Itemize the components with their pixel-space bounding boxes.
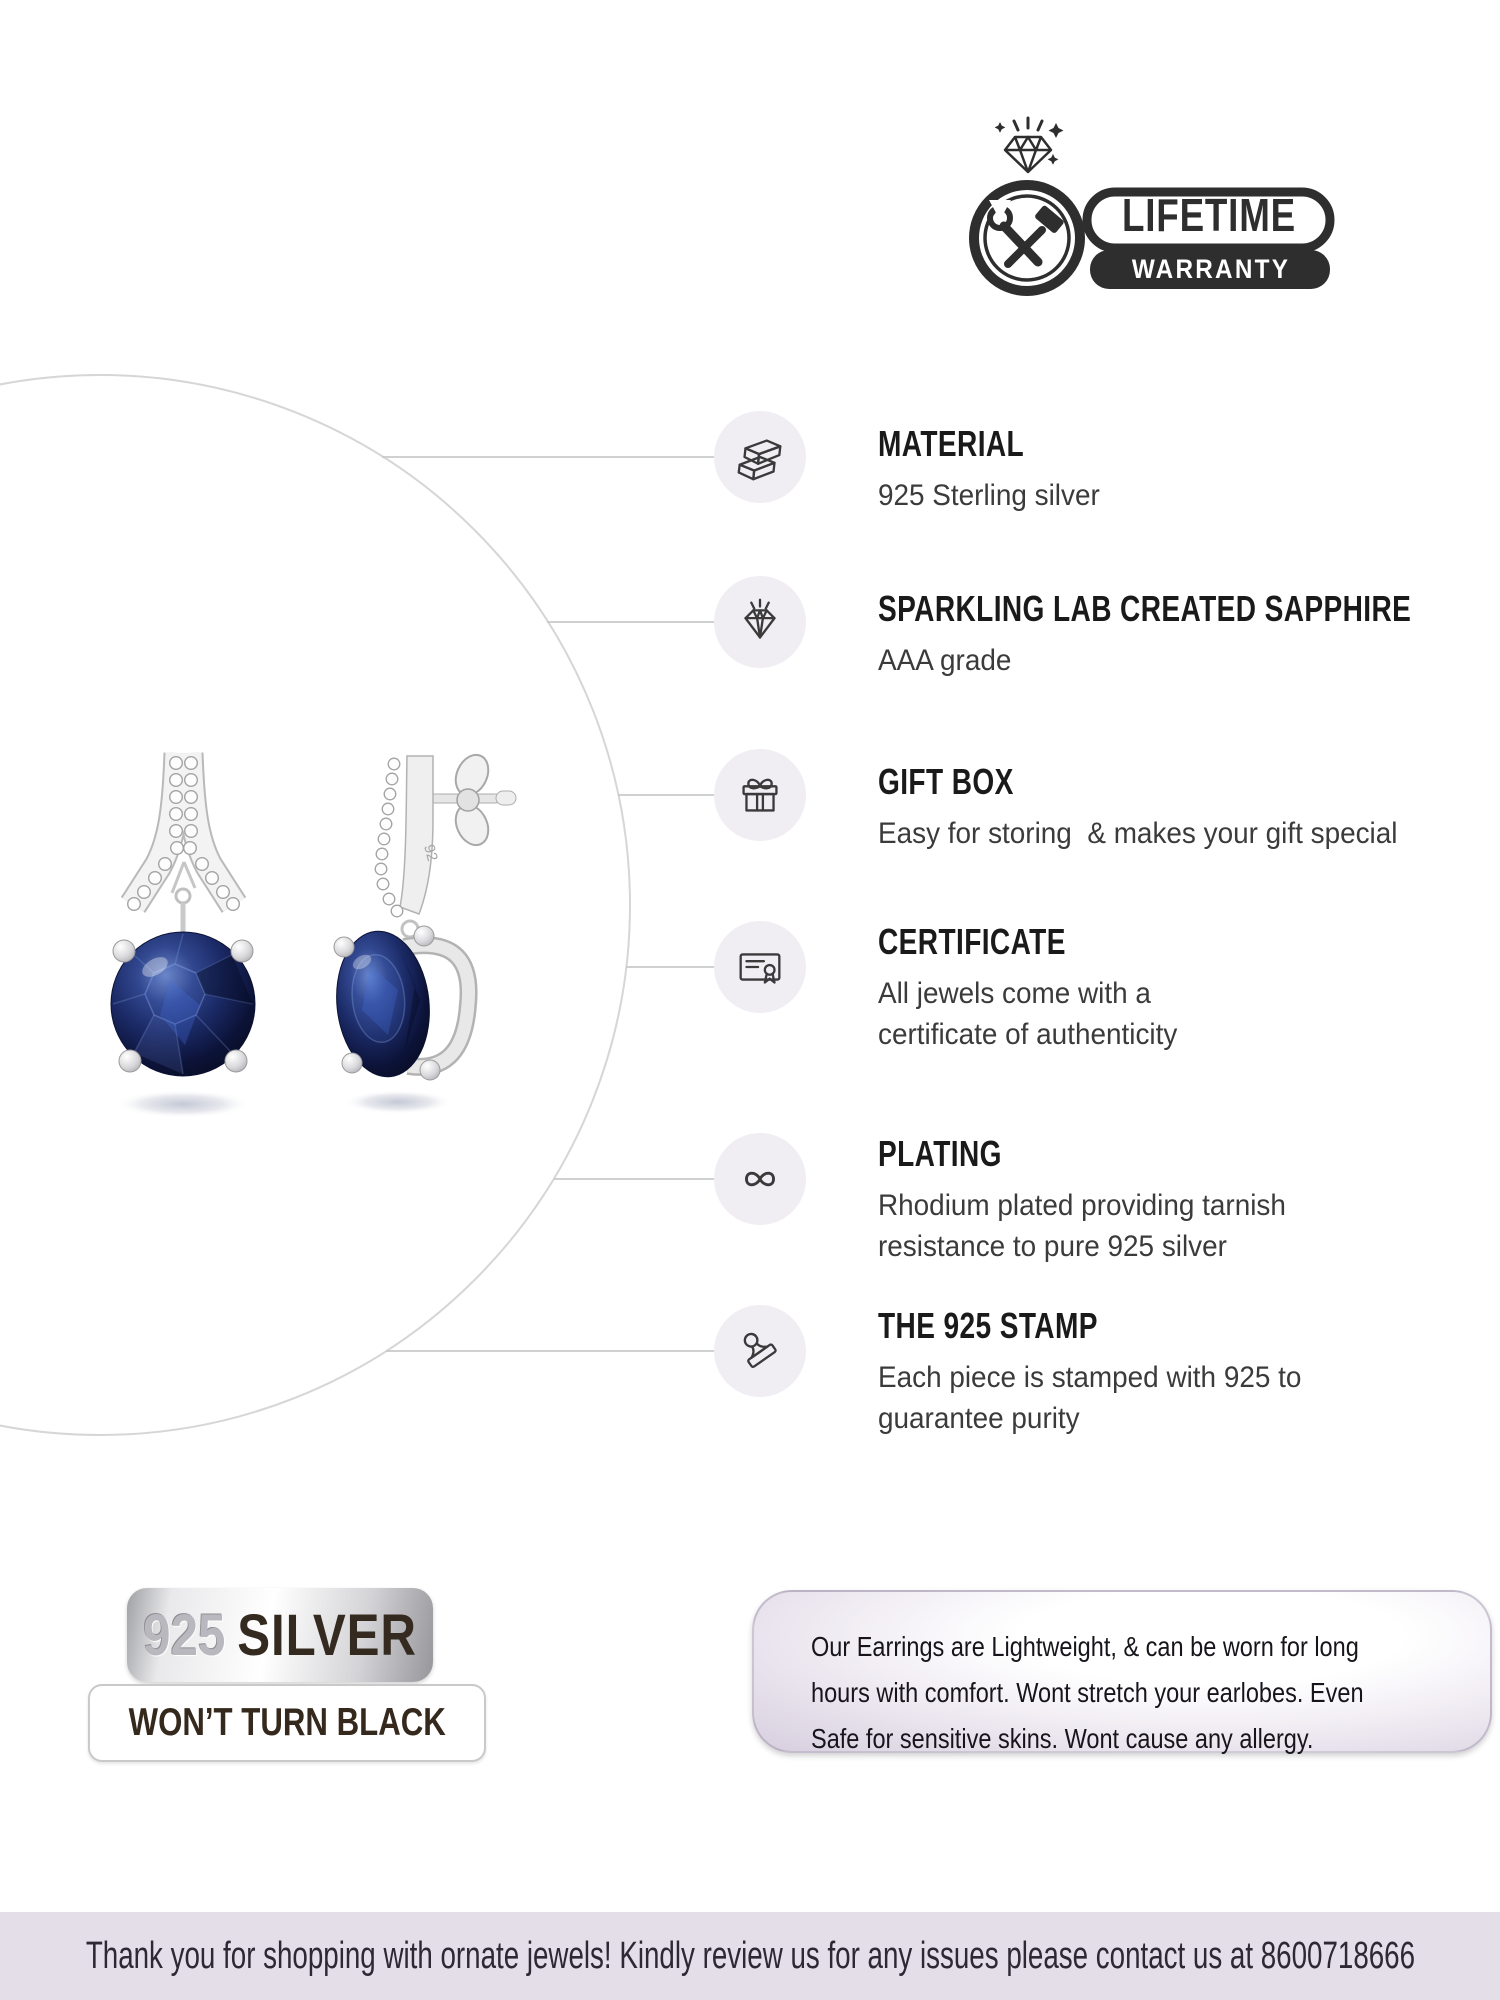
feature-certificate (714, 921, 1200, 1055)
feature-line: All jewels come with a (878, 977, 1151, 1010)
footer-bar (0, 1912, 1500, 2000)
feature-title: MATERIAL (878, 423, 1025, 464)
certificate-icon (714, 921, 806, 1013)
wont-turn-black-badge (88, 1684, 486, 1762)
feature-title: CERTIFICATE (878, 921, 1066, 962)
feature-title: PLATING (878, 1133, 1002, 1174)
feature-title: SPARKLING LAB CREATED SAPPHIRE (878, 588, 1412, 629)
silver-word: SILVER (237, 1602, 417, 1668)
feature-line: 925 Sterling silver (878, 479, 1100, 512)
showcase-circle (0, 375, 630, 1435)
earring-front (111, 753, 255, 1076)
diamond-ring-icon (995, 118, 1064, 172)
gift-box-icon (714, 749, 806, 841)
feature-sapphire (714, 576, 1500, 681)
infinity-icon (714, 1133, 806, 1225)
reflection (343, 1090, 453, 1114)
wont-turn-black-label: WON’T TURN BLACK (128, 1701, 446, 1744)
feature-line: certificate of authenticity (878, 1018, 1178, 1051)
feature-925-stamp (714, 1305, 1333, 1439)
feature-line: Rhodium plated providing tarnish (878, 1189, 1286, 1222)
pave-stones (375, 758, 403, 917)
silver-925-number: 925 (143, 1602, 226, 1668)
comfort-info-box (752, 1590, 1492, 1753)
lifetime-warranty-badge (950, 92, 1360, 307)
connector-lines (382, 457, 714, 1351)
lifetime-label: LIFETIME (1122, 189, 1296, 241)
footer-text: Thank you for shopping with ornate jewels! Kindly review us for any issues please contact us at 8600718666 (85, 1934, 1415, 1977)
earring-side (330, 750, 516, 1082)
feature-line: resistance to pure 925 silver (878, 1230, 1227, 1263)
reflection (115, 1090, 251, 1118)
info-line: hours with comfort. Wont stretch your earlobes. Even (811, 1677, 1364, 1708)
diamond-icon (714, 576, 806, 668)
feature-title: THE 925 STAMP (878, 1305, 1098, 1346)
info-line: Safe for sensitive skins. Wont cause any allergy. (811, 1723, 1314, 1754)
feature-plating (714, 1133, 1317, 1267)
silver-bars-icon (714, 411, 806, 503)
stamp-icon (714, 1305, 806, 1397)
feature-line: guarantee purity (878, 1402, 1080, 1435)
feature-title: GIFT BOX (878, 761, 1014, 802)
feature-material (714, 411, 1116, 516)
feature-line: Each piece is stamped with 925 to (878, 1361, 1302, 1394)
feature-line: AAA grade (878, 644, 1012, 677)
feature-line: Easy for storing & makes your gift special (878, 817, 1398, 850)
info-line: Our Earrings are Lightweight, & can be worn for long (811, 1631, 1359, 1662)
silver-925-badge (127, 1588, 433, 1682)
warranty-label: WARRANTY (1131, 254, 1291, 285)
feature-gift-box (714, 749, 1437, 854)
stamp-engraving: 92 (420, 842, 441, 864)
